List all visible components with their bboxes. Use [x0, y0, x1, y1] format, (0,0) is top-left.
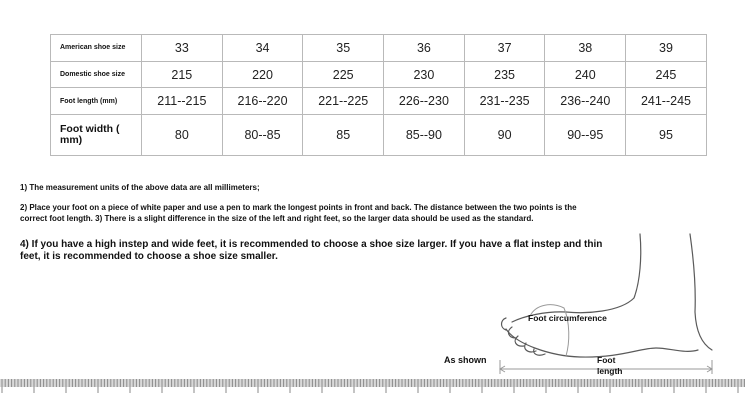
table-cell: 85	[303, 115, 384, 156]
table-cell: 230	[384, 61, 465, 88]
table-cell: 80	[142, 115, 223, 156]
row-header: Domestic shoe size	[51, 61, 142, 88]
size-chart-table	[50, 34, 707, 156]
table-cell: 80--85	[222, 115, 303, 156]
table-cell: 39	[626, 35, 707, 62]
table-cell: 90	[464, 115, 545, 156]
toe-1	[502, 318, 507, 330]
table-cell: 220	[222, 61, 303, 88]
as-shown-label: As shown	[444, 355, 487, 365]
note-size-recommendation: 4) If you have a high instep and wide feet, it is recommended to choose a shoe size larger. If you have a flat instep and thin feet, it is recommended to choose a shoe size smaller.	[20, 239, 603, 262]
row-header: Foot length (mm)	[51, 88, 142, 115]
table-cell: 221--225	[303, 88, 384, 115]
table-cell: 36	[384, 35, 465, 62]
table-cell: 245	[626, 61, 707, 88]
row-header: American shoe size	[51, 35, 142, 62]
table-cell: 216--220	[222, 88, 303, 115]
table-cell: 34	[222, 35, 303, 62]
table-cell: 211--215	[142, 88, 223, 115]
table-cell: 95	[626, 115, 707, 156]
foot-length-label: Foot length	[597, 355, 623, 376]
table-cell: 33	[142, 35, 223, 62]
table-row	[51, 35, 707, 62]
table-cell: 38	[545, 35, 626, 62]
table-row	[51, 88, 707, 115]
table-cell: 85--90	[384, 115, 465, 156]
table-cell: 236--240	[545, 88, 626, 115]
table-cell: 225	[303, 61, 384, 88]
table-cell: 231--235	[464, 88, 545, 115]
table-row	[51, 61, 707, 88]
note-measuring-instructions: 2) Place your foot on a piece of white paper and use a pen to mark the longest points in front and back. The distance between the two points is the correct foot length. 3) There is a slight difference in the size of the left and right feet, so the larger data should be used as the standard.	[20, 203, 577, 223]
instep-outline	[512, 234, 641, 322]
ruler	[0, 377, 745, 413]
table-cell: 226--230	[384, 88, 465, 115]
table-cell: 240	[545, 61, 626, 88]
table-cell: 235	[464, 61, 545, 88]
heel-outline	[690, 234, 712, 350]
table-cell: 215	[142, 61, 223, 88]
foot-circumference-label: Foot circumference	[528, 313, 607, 323]
table-cell: 35	[303, 35, 384, 62]
note-units: 1) The measurement units of the above data are all millimeters;	[20, 183, 260, 192]
table-cell: 90--95	[545, 115, 626, 156]
table-cell: 37	[464, 35, 545, 62]
row-header: Foot width ( mm)	[51, 115, 142, 156]
table-row	[51, 115, 707, 156]
table-cell: 241--245	[626, 88, 707, 115]
